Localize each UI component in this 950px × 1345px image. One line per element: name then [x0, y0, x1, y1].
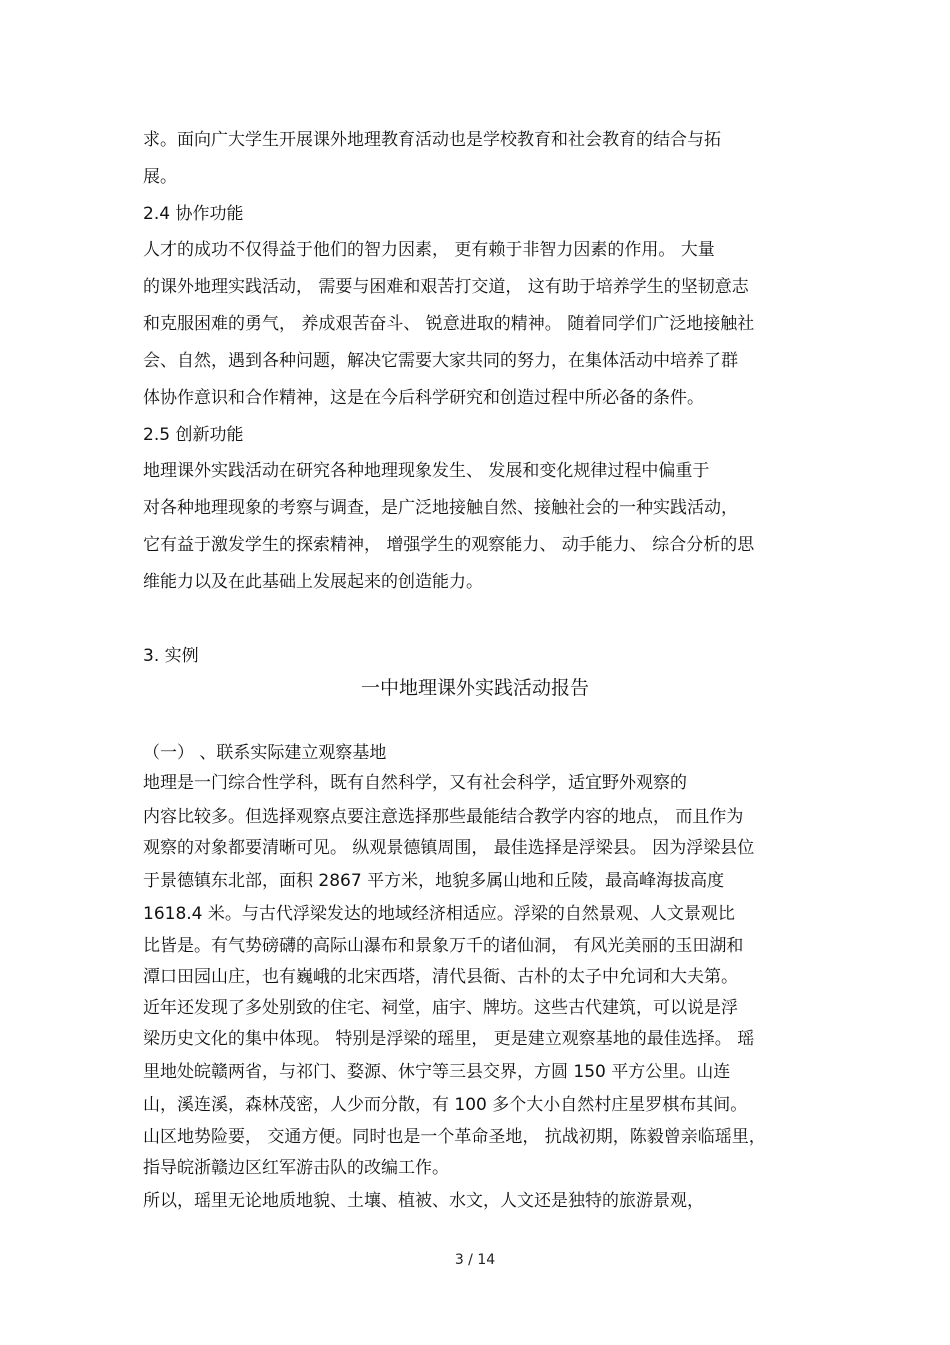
text-line: 地理是一门综合性学科，既有自然科学，又有社会科学，适宜野外观察的	[143, 773, 687, 793]
text-line: 会、自然，遇到各种问题，解决它需要大家共同的努力，在集体活动中培养了群	[143, 351, 738, 371]
text-line: 指导皖浙赣边区红军游击队的改编工作。	[143, 1158, 449, 1178]
page-number: 3 / 14	[454, 1252, 496, 1268]
text-line: 于景德镇东北部，面积 2867 平方米，地貌多属山地和丘陵，最高峰海拔高度	[143, 871, 725, 891]
text-line: 潭口田园山庄，也有巍峨的北宋西塔，清代县衙、古朴的太子中允词和大夫第。	[143, 967, 738, 987]
section-heading: 3. 实例	[143, 646, 199, 666]
text-line: 山，溪连溪，森林茂密，人少而分散，有 100 多个大小自然村庄星罗棋布其间。	[143, 1095, 748, 1115]
text-line: 比皆是。有气势磅礴的高际山瀑布和景象万千的诸仙洞， 有风光美丽的玉田湖和	[143, 936, 744, 956]
text-line: 展。	[143, 167, 177, 187]
text-line: 的课外地理实践活动， 需要与困难和艰苦打交道， 这有助于培养学生的坚韧意志	[143, 277, 749, 297]
report-title: 一中地理课外实践活动报告	[360, 677, 589, 699]
text-line: 对各种地理现象的考察与调查，是广泛地接触自然、接触社会的一种实践活动，	[143, 498, 738, 518]
text-line: 里地处皖赣两省，与祁门、婺源、休宁等三县交界，方圆 150 平方公里。山连	[143, 1062, 731, 1082]
section-heading: 2.5 创新功能	[143, 425, 244, 445]
text-line: 维能力以及在此基础上发展起来的创造能力。	[143, 572, 483, 592]
text-line: 体协作意识和合作精神，这是在今后科学研究和创造过程中所必备的条件。	[143, 388, 704, 408]
text-line: 梁历史文化的集中体现。 特别是浮梁的瑶里， 更是建立观察基地的最佳选择。 瑶	[143, 1029, 755, 1049]
text-line: 山区地势险要， 交通方便。同时也是一个革命圣地， 抗战初期，陈毅曾亲临瑶里，	[143, 1127, 766, 1147]
text-line: 观察的对象都要清晰可见。 纵观景德镇周围， 最佳选择是浮梁县。 因为浮梁县位	[143, 838, 755, 858]
text-line: 求。面向广大学生开展课外地理教育活动也是学校教育和社会教育的结合与拓	[143, 130, 721, 150]
section-heading: 2.4 协作功能	[143, 204, 244, 224]
text-line: 内容比较多。但选择观察点要注意选择那些最能结合教学内容的地点， 而且作为	[143, 807, 744, 827]
text-line: 和克服困难的勇气， 养成艰苦奋斗、 锐意进取的精神。 随着同学们广泛地接触社	[143, 314, 755, 334]
text-line: 它有益于激发学生的探索精神， 增强学生的观察能力、 动手能力、 综合分析的思	[143, 535, 755, 555]
text-line: 人才的成功不仅得益于他们的智力因素， 更有赖于非智力因素的作用。 大量	[143, 240, 715, 260]
text-line: 1618.4 米。与古代浮梁发达的地域经济相适应。浮梁的自然景观、人文景观比	[143, 904, 735, 924]
text-line: 近年还发现了多处别致的住宅、祠堂，庙宇、牌坊。这些古代建筑，可以说是浮	[143, 998, 738, 1018]
text-line: 地理课外实践活动在研究各种地理现象发生、 发展和变化规律过程中偏重于	[143, 461, 710, 481]
subsection-heading: （一） 、联系实际建立观察基地	[143, 743, 387, 763]
text-line: 所以，瑶里无论地质地貌、土壤、植被、水文，人文还是独特的旅游景观，	[143, 1191, 704, 1211]
